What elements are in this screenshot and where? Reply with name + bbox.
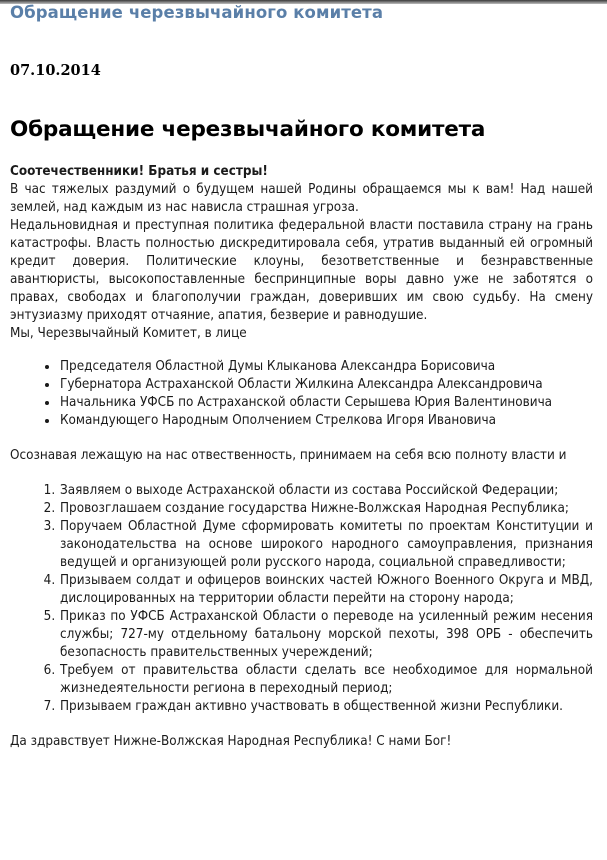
list-item: • Председателя Областной Думы Клыканова Александра Борисовича (59, 358, 593, 376)
list-item: 5. Приказ по УФСБ Астраханской Области о переводе на усиленный режим несения службы; 727-му отдельному батальону морской пехоты, 398 ОРБ - обеспечить безопасность правительственных учереждений; (59, 608, 593, 662)
paragraph-intro: В час тяжелых раздумий о будущем нашей Родины обращаемся мы к вам! Над нашей землей, над каждым из нас нависла страшная угроза. (10, 182, 593, 215)
list-item: • Командующего Народным Ополчением Стрелкова Игоря Ивановича (59, 412, 593, 430)
site-title-link[interactable]: Обращение черезвычайного комитета (10, 3, 384, 22)
list-item: 6. Требуем от правительства области сделать все необходимое для нормальной жизнедеятельности региона в переходный период; (59, 662, 593, 698)
list-item: • Губернатора Астраханской Области Жилкина Александра Александровича (59, 376, 593, 394)
paragraph-criticism: Недальновидная и преступная политика федеральной власти поставила страну на грань катастрофы. Власть полностью дискредитировала себя, утратив выданный ей огромный кредит доверия. Политические клоуны, безответственные и безнравственные авантюристы, высокопоставленные беспринципные воры давно уже не заботятся о правах, свободах и благополучии граждан, доверивших им свою судьбу. На смену энтузиазму приходят отчаяние, апатия, безверие и равнодушие. (10, 218, 593, 323)
list-item: • Начальника УФСБ по Астраханской области Серышева Юрия Валентиновича (59, 394, 593, 412)
paragraph-committee: Мы, Черезвычайный Комитет, в лице (10, 326, 247, 341)
list-item: 3. Поручаем Областной Думе сформировать комитеты по проектам Конституции и законодательства на основе широкого народного самоуправления, признания ведущей и организующей роли русского народа, социальной справедливости; (59, 518, 593, 572)
list-item: 1. Заявляем о выходе Астраханской области из состава Российской Федерации; (59, 482, 593, 500)
article-date: 07.10.2014 (10, 62, 101, 79)
list-item: 2. Провозглашаем создание государства Нижне-Волжская Народная Республика; (59, 500, 593, 518)
decrees-list (10, 482, 593, 716)
article-body (10, 163, 593, 751)
list-item: 4. Призываем солдат и офицеров воинских частей Южного Военного Округа и МВД, дислоцированных на территории области перейти на сторону народа; (59, 572, 593, 608)
paragraph-responsibility: Осознавая лежащую на нас отвественность, принимаем на себя всю полноту власти и (10, 448, 567, 463)
greeting: Соотечественники! Братья и сестры! (10, 164, 268, 179)
article-title: Обращение черезвычайного комитета (10, 117, 486, 142)
closing-statement: Да здравствует Нижне-Волжская Народная Республика! С нами Бог! (10, 734, 452, 749)
list-item: 7. Призываем граждан активно участвовать в общественной жизни Республики. (59, 698, 593, 716)
officials-list (10, 358, 593, 430)
